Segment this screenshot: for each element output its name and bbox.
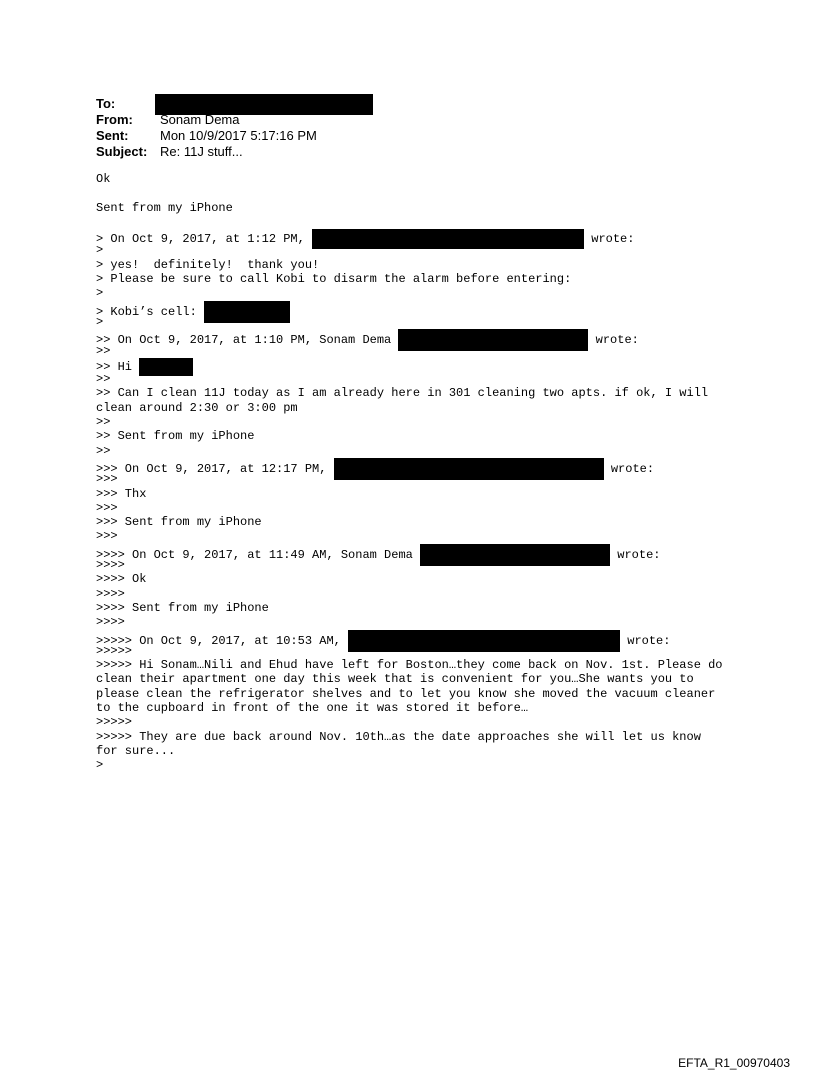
redacted-phone [204, 301, 290, 323]
to-label: To: [96, 96, 116, 111]
body-line: >>> [96, 472, 118, 487]
cell-line [96, 301, 726, 319]
body-line: > [96, 286, 104, 301]
sent-row [96, 128, 373, 144]
body-line: >> [96, 443, 111, 458]
body-line: >>>>> [96, 643, 133, 658]
quote-header-line [96, 458, 726, 477]
redacted-name [139, 358, 193, 376]
body-line: >>>> Ok [96, 572, 147, 587]
body-line: >> [96, 372, 111, 387]
body-paragraph: >>>>> They are due back around Nov. 10th…as the date approaches she will let us know for sure... [96, 729, 709, 758]
body-line: > [96, 243, 104, 258]
body-line: >>> [96, 500, 118, 515]
body-line: > yes! definitely! thank you! [96, 257, 320, 272]
body-paragraph: >>>>> Hi Sonam…Nili and Ehud have left for Boston…they come back on Nov. 1st. Please do clean their apartment one day this week that is convenient for you…She wants you to please clean the refrigerator shelves and to let you know she moved the vacuum cleaner to the cupboard in front of the one it was stored it before… [96, 658, 730, 715]
quote-header-line [96, 544, 726, 562]
body-line: >>> Sent from my iPhone [96, 515, 262, 530]
quote-header-text: > On Oct 9, 2017, at 1:12 PM, [96, 232, 313, 247]
cell-label: > Kobi’s cell: [96, 304, 205, 319]
redacted-email [420, 544, 610, 566]
blank-line [96, 215, 726, 229]
greeting-line [96, 358, 726, 375]
redacted-sender [312, 229, 584, 249]
from-label: From: [96, 112, 133, 127]
redacted-email [398, 329, 588, 351]
subject-value: Re: 11J stuff... [160, 144, 243, 159]
blank-line [96, 186, 726, 200]
wrote-text: wrote: [620, 633, 671, 648]
email-header [96, 96, 373, 160]
body-line: >> [96, 343, 111, 358]
greeting-text: >> Hi [96, 360, 140, 375]
redacted-sender [334, 458, 604, 480]
body-line: >>>> [96, 558, 125, 573]
body-line: >>>> [96, 586, 125, 601]
body-line: >>>>> [96, 715, 133, 730]
to-row [96, 96, 373, 112]
sent-label: Sent: [96, 128, 129, 143]
wrote-text: wrote: [610, 547, 661, 562]
body-line: Ok [96, 172, 111, 186]
body-line: > [96, 758, 104, 773]
wrote-text: wrote: [603, 462, 655, 477]
quote-header-line [96, 630, 726, 648]
quote-header-line [96, 229, 726, 247]
sent-value: Mon 10/9/2017 5:17:16 PM [160, 128, 317, 143]
body-line: Sent from my iPhone [96, 200, 233, 215]
body-paragraph: >> Can I clean 11J today as I am already here in 301 cleaning two apts. if ok, I will clean around 2:30 or 3:00 pm [96, 386, 716, 415]
quote-header-text: >>>> On Oct 9, 2017, at 11:49 AM, Sonam Dema [96, 547, 421, 562]
subject-label: Subject: [96, 144, 148, 159]
document-id: EFTA_R1_00970403 [678, 1056, 790, 1070]
body-line: >>> [96, 529, 118, 544]
body-line: >>>> [96, 615, 125, 630]
quote-header-line [96, 329, 726, 348]
quote-header-text: >> On Oct 9, 2017, at 1:10 PM, Sonam Dema [96, 333, 399, 348]
wrote-text: wrote: [584, 232, 635, 247]
body-line: > [96, 314, 104, 329]
body-line: > Please be sure to call Kobi to disarm the alarm before entering: [96, 272, 572, 287]
from-value: Sonam Dema [160, 112, 240, 127]
body-line: >>> Thx [96, 486, 147, 501]
email-body [96, 172, 730, 773]
quote-header-text: >>> On Oct 9, 2017, at 12:17 PM, [96, 462, 334, 477]
quote-header-text: >>>>> On Oct 9, 2017, at 10:53 AM, [96, 633, 349, 648]
wrote-text: wrote: [588, 333, 639, 348]
body-line: >> [96, 415, 111, 430]
body-line: >> Sent from my iPhone [96, 429, 255, 444]
body-line: >>>> Sent from my iPhone [96, 600, 269, 615]
redacted-sender [348, 630, 620, 652]
subject-row [96, 144, 373, 160]
